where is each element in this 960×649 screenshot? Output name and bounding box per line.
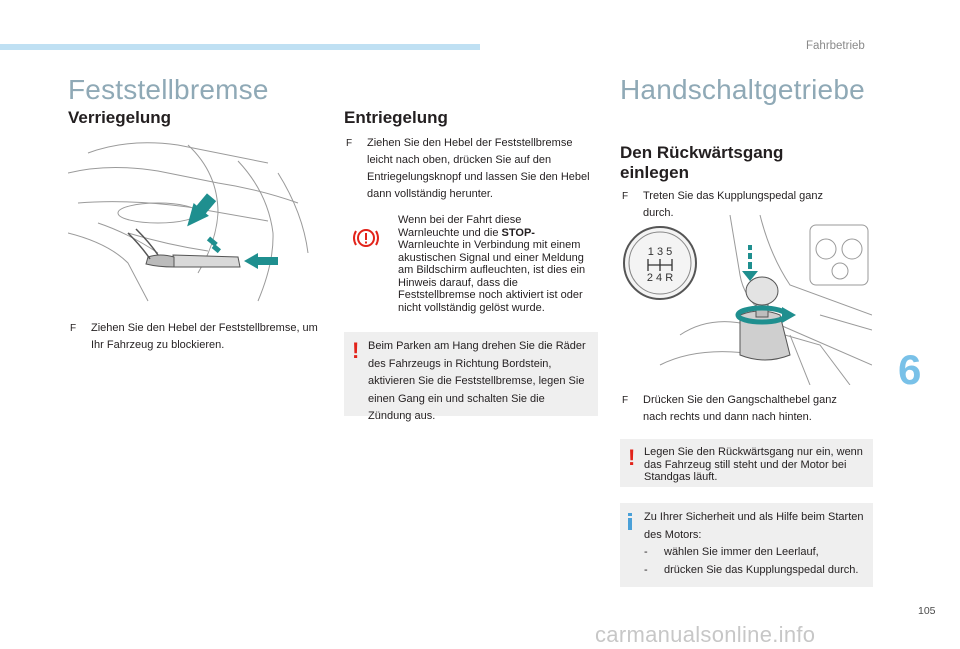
handbrake-lever — [128, 229, 240, 267]
locking-heading: Verriegelung — [68, 108, 171, 127]
header-color-bar — [0, 44, 480, 50]
chapter-number: 6 — [898, 346, 922, 393]
warning-icon: ! — [352, 338, 360, 363]
push-down-arrow — [742, 245, 758, 281]
unlocking-step: F Ziehen Sie den Hebel der Feststellbremse leicht nach oben, drücken Sie auf den Entriegelungsknopf und lassen Sie den Hebel dann vollständig herunter. — [346, 137, 590, 200]
shift-step: F Drücken Sie den Gangschalthebel ganz nach rechts und dann nach hinten. — [622, 394, 837, 423]
parking-slope-warning: ! Beim Parken am Hang drehen Sie die Räder des Fahrzeugs in Richtung Bordstein, aktivieren Sie die Feststellbremse, legen Sie einen Gang ein und schalten Sie die Zündung aus. — [344, 332, 598, 416]
reverse-gear-heading: Den Rückwärtsgang einlegen — [620, 143, 784, 182]
handbrake-illustration — [68, 133, 318, 305]
brake-warning-light-icon — [352, 226, 380, 250]
reverse-gear-warning: ! Legen Sie den Rückwärtsgang nur ein, wenn das Fahrzeug still steht und der Motor bei Standgas läuft. — [620, 439, 873, 487]
parking-brake-title: Feststellbremse — [68, 74, 269, 105]
clutch-step: F Treten Sie das Kupplungspedal ganz durch. — [622, 190, 823, 219]
gear-bottom-label: 2 4 R — [646, 272, 674, 284]
info-list-item: - drücken Sie das Kupplungspedal durch. — [644, 563, 859, 576]
page-number: 105 — [918, 605, 936, 617]
pull-arrow — [179, 191, 221, 253]
gear-top-label: 1 3 5 — [647, 246, 673, 258]
safety-info-box: Zu Ihrer Sicherheit und als Hilfe beim Starten des Motors: - wählen Sie immer den Leerlauf, - drücken Sie das Kupplungspedal durch. — [620, 503, 873, 587]
locking-step: F Ziehen Sie den Hebel der Feststellbremse, um Ihr Fahrzeug zu blockieren. — [70, 322, 318, 351]
bullet-icon: F — [346, 138, 353, 149]
watermark: carmanualsonline.info — [595, 622, 816, 647]
section-label: Fahrbetrieb — [806, 40, 865, 52]
manual-gearbox-title: Handschaltgetriebe — [620, 74, 865, 105]
bullet-icon: F — [70, 323, 77, 334]
info-list-item: - wählen Sie immer den Leerlauf, — [644, 546, 819, 558]
unlocking-heading: Entriegelung — [344, 108, 448, 127]
info-icon — [628, 513, 632, 529]
gear-pattern-badge — [624, 227, 696, 299]
bullet-icon: F — [622, 191, 629, 202]
gear-shift-illustration — [620, 215, 872, 385]
warning-light-note: Wenn bei der Fahrt diese Warnleuchte und die STOP- Warnleuchte in Verbindung mit einem akustischen Signal und einer Meldung am Bildschirm aufleuchten, ist dies ein Hinweis darauf, dass die Feststellbremse noch aktiviert ist oder nicht vollständig gelöst wurde. — [398, 214, 586, 314]
warning-icon: ! — [628, 445, 636, 470]
release-arrow — [244, 253, 278, 269]
bullet-icon: F — [622, 395, 629, 406]
